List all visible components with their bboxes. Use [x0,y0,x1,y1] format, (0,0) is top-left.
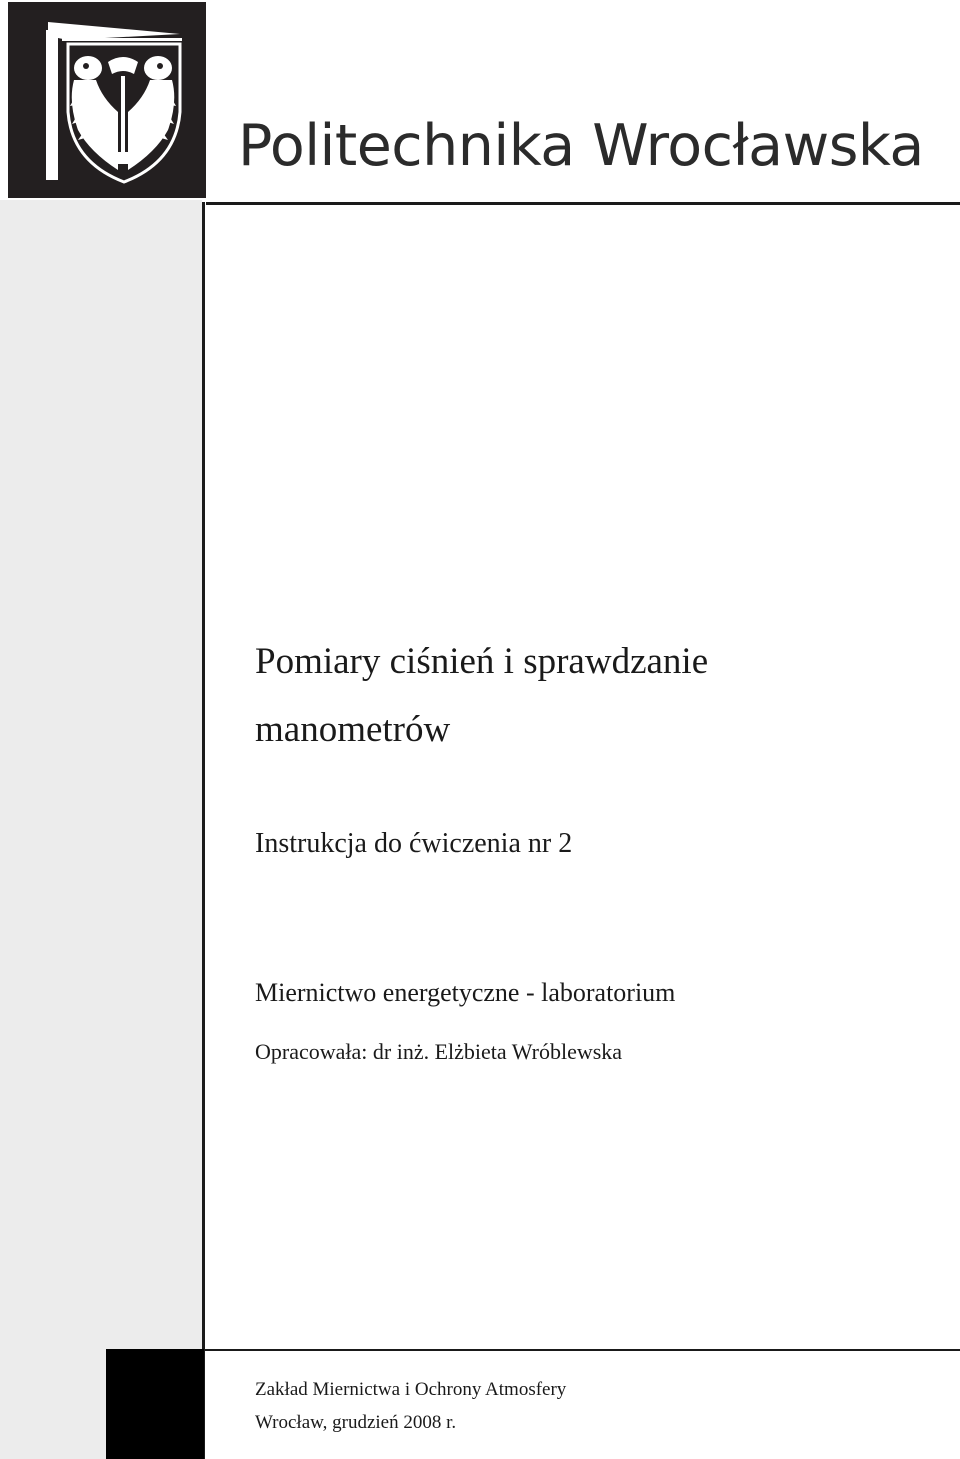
place-and-date: Wrocław, grudzień 2008 r. [255,1412,457,1433]
course-name: Miernictwo energetyczne - laboratorium [255,978,676,1007]
university-name: Politechnika Wrocławska [238,113,924,179]
document-subtitle: Instrukcja do ćwiczenia nr 2 [255,828,573,859]
vertical-divider [202,202,205,1459]
left-grey-band [0,200,202,1459]
department-name: Zakład Miernictwa i Ochrony Atmosfery [255,1379,567,1400]
header-divider [206,202,960,205]
footer-divider [204,1349,960,1351]
university-logo [8,2,206,198]
footer-black-block [106,1349,204,1459]
eagle-crest-icon [8,2,206,198]
author-line: Opracowała: dr inż. Elżbieta Wróblewska [255,1039,623,1064]
document-title: Pomiary ciśnień i sprawdzanie manometrów [255,641,709,750]
